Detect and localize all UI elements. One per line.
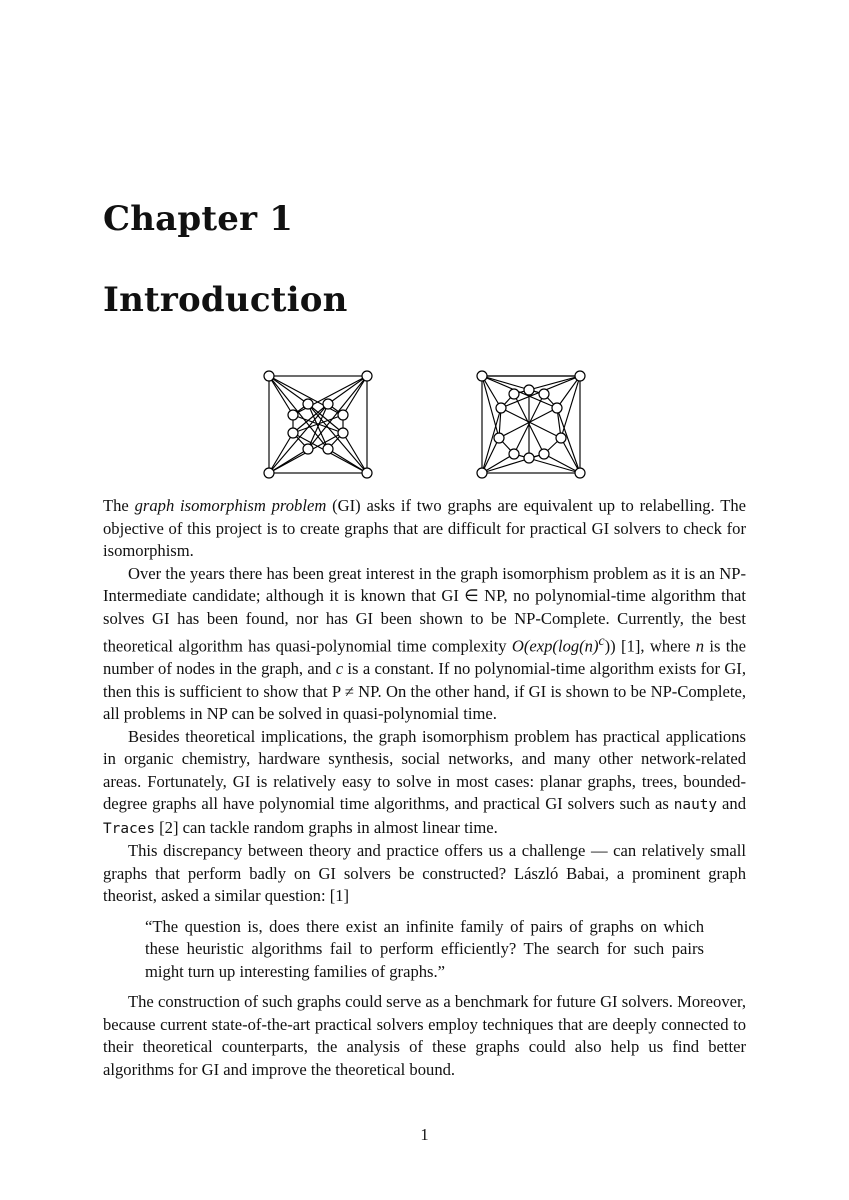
paragraph-challenge: This discrepancy between theory and practice offers us a challenge — can relatively small graphs that perform badly on GI solvers be constructed? László Babai, a prominent graph theorist, asked a similar question: [1] (103, 841, 746, 906)
tool-traces: Traces (103, 820, 155, 837)
p1-lead: The (103, 496, 135, 515)
p3-text-b: and (717, 794, 746, 814)
paragraph-applications (103, 726, 746, 841)
tool-nauty: nauty (673, 797, 718, 814)
graph-node (575, 468, 585, 478)
graph-node (264, 371, 274, 381)
graph-node (303, 399, 313, 409)
graph-node (509, 389, 519, 399)
graph-right-nodes (477, 371, 585, 478)
graph-node (264, 468, 274, 478)
chapter-number: Chapter 1 (103, 199, 294, 239)
paragraph-benchmark: The construction of such graphs could serve as a benchmark for future GI solvers. Moreover, because current state-of-the-art practical solvers employ techniques that are deeply connected to their theoretical counterparts, the analysis of these graphs could also help us find better algorithms for GI and improve the theoretical bound. (103, 992, 746, 1079)
graph-node (288, 428, 298, 438)
p1-rest: (GI) asks if two graphs are equivalent up to relabelling. The objective of this project is to create graphs that are difficult for practical GI solvers to check for isomorphism. (103, 496, 746, 560)
graph-node (288, 410, 298, 420)
chapter-body (103, 495, 746, 1081)
graph-node (556, 433, 566, 443)
graph-node (509, 449, 519, 459)
graph-node (539, 389, 549, 399)
term-graph-isomorphism: graph isomorphism problem (134, 496, 327, 515)
graph-node (496, 403, 506, 413)
graph-node (524, 385, 534, 395)
graph-node (303, 444, 313, 454)
complexity-exponent: c (598, 633, 605, 648)
chapter-title: Introduction (103, 280, 348, 320)
p2-text-c: is the number of nodes in the graph, and (103, 636, 746, 679)
graph-node (524, 453, 534, 463)
complexity-formula-close: )) (604, 636, 616, 656)
graph-node (338, 410, 348, 420)
graph-figure-left (258, 366, 378, 484)
graph-figure-right (471, 366, 591, 484)
p2-text-d: is a constant. If no polynomial-time algorithm exists for GI, then this is sufficient to show that P ≠ NP. On the other hand, if GI is shown to be NP-Complete, all problems in NP can be solved in quasi-polynomial time. (103, 659, 746, 724)
graph-node (494, 433, 504, 443)
graph-figures (258, 366, 598, 484)
graph-node (477, 468, 487, 478)
graph-node (323, 444, 333, 454)
graph-left-edges (269, 376, 367, 473)
p2-text-a: Over the years there has been great interest in the graph isomorphism problem as it is an NP-Intermediate candidate; although it is known that GI ∈ NP, no polynomial-time algorithm that solves GI has been found, nor has GI been shown to be NP-Complete. Currently, the best theoretical algorithm has quasi-polynomial time complexity (103, 563, 746, 656)
p3-text-a: Besides theoretical implications, the graph isomorphism problem has practical applications in organic chemistry, hardware synthesis, social networks, and many other network-related areas. Fortunately, GI is relatively easy to solve in most cases: planar graphs, trees, bounded-degree graphs all have polynomial time algorithms, and practical GI solvers such as (103, 726, 746, 814)
variable-c: c (335, 659, 344, 679)
graph-node (338, 428, 348, 438)
variable-n: n (695, 636, 705, 656)
paragraph-complexity (103, 563, 746, 726)
paragraph-intro (103, 495, 746, 563)
graph-node (323, 399, 333, 409)
graph-node (575, 371, 585, 381)
graph-node (477, 371, 487, 381)
graph-node (552, 403, 562, 413)
complexity-formula: O(exp(log(n) (511, 636, 599, 656)
page-number: 1 (420, 1125, 429, 1144)
graph-node (539, 449, 549, 459)
p3-text-c: [2] can tackle random graphs in almost linear time. (154, 817, 498, 837)
graph-node (362, 371, 372, 381)
graph-node (362, 468, 372, 478)
p2-text-b: [1], where (615, 636, 696, 656)
babai-quote: “The question is, does there exist an infinite family of pairs of graphs on which these heuristic algorithms fail to perform efficiently? The search for such pairs might turn up interesting families of graphs.” (145, 916, 704, 981)
